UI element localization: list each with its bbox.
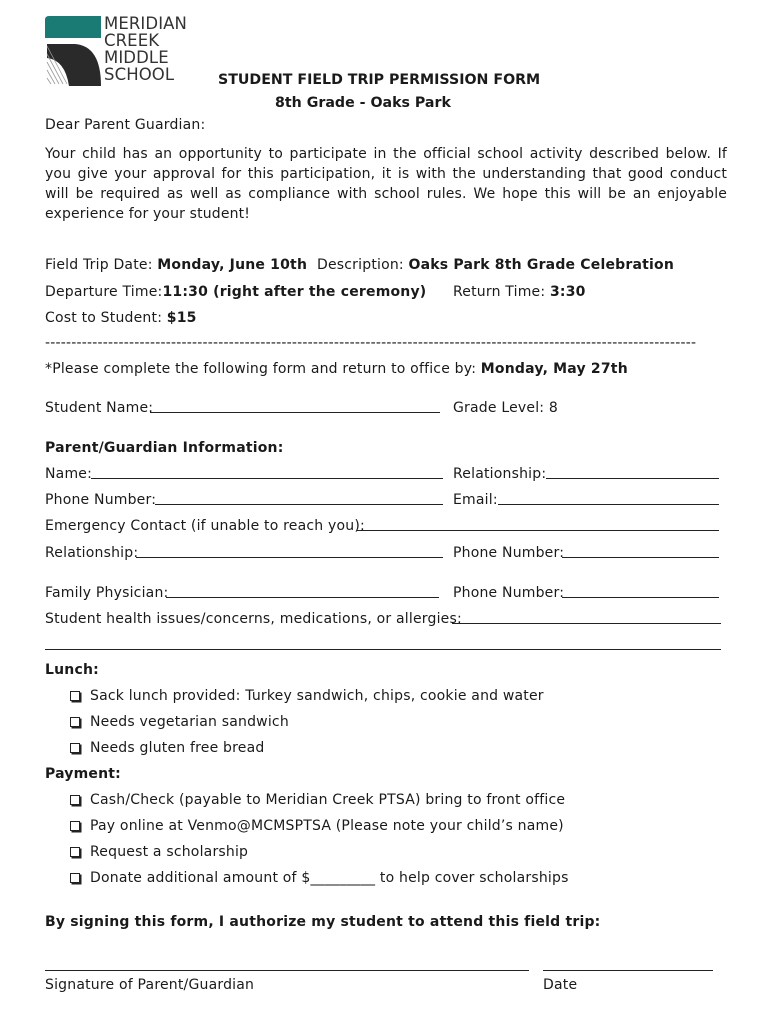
letter-body: Your child has an opportunity to participate in the official school activity described below. If you give your approval for this participation, it is with the understanding that good conduct will be required as well as compliance with school rules. We hope this will be an enjoyable experience for your student!	[45, 146, 727, 222]
relationship-field[interactable]	[546, 478, 719, 479]
departure-label: Departure Time:	[45, 284, 163, 300]
guardian-name-field[interactable]	[91, 478, 443, 479]
return-notice-text: *Please complete the following form and return to office by:	[45, 361, 477, 377]
signature-label: Signature of Parent/Guardian	[45, 977, 255, 993]
email-label: Email:	[453, 492, 498, 508]
logo-line: MERIDIAN	[104, 14, 187, 33]
email-field[interactable]	[498, 504, 719, 505]
return-row	[453, 285, 586, 299]
form-title: STUDENT FIELD TRIP PERMISSION FORM	[218, 72, 541, 88]
logo-line: CREEK	[104, 31, 160, 50]
student-name-label: Student Name:	[45, 400, 154, 416]
emergency-phone-label: Phone Number:	[453, 545, 565, 561]
health-label: Student health issues/concerns, medications, or allergies:	[45, 611, 462, 627]
description-value: Oaks Park 8th Grade Celebration	[408, 257, 675, 273]
cost-row	[45, 311, 197, 325]
school-logo-icon	[45, 16, 101, 86]
physician-phone-field[interactable]	[562, 597, 719, 598]
logo-line: SCHOOL	[104, 65, 175, 84]
payment-donate-checkbox[interactable]	[70, 873, 80, 883]
lunch-option-label: Needs vegetarian sandwich	[90, 714, 289, 730]
guardian-heading: Parent/Guardian Information:	[45, 440, 284, 456]
return-notice	[45, 362, 628, 376]
lunch-vegetarian-checkbox[interactable]	[70, 717, 80, 727]
cost-label: Cost to Student:	[45, 310, 163, 326]
physician-label: Family Physician:	[45, 585, 169, 601]
emergency-contact-label: Emergency Contact (if unable to reach you):	[45, 518, 365, 534]
health-field[interactable]	[452, 623, 721, 624]
emergency-phone-field[interactable]	[562, 557, 719, 558]
grade-level: Grade Level: 8	[453, 400, 558, 416]
payment-heading: Payment:	[45, 766, 121, 782]
payment-option-label: Donate additional amount of $_________ to help cover scholarships	[90, 870, 569, 886]
date-label: Date	[543, 977, 578, 993]
trip-date-row	[45, 258, 307, 272]
phone-field[interactable]	[155, 504, 443, 505]
description-label: Description:	[317, 257, 404, 273]
physician-field[interactable]	[166, 597, 439, 598]
trip-description-row	[317, 258, 674, 272]
logo-line: MIDDLE	[104, 48, 169, 67]
salutation: Dear Parent Guardian:	[45, 117, 206, 133]
payment-option-label: Request a scholarship	[90, 844, 249, 860]
departure-value: 11:30 (right after the ceremony)	[162, 284, 427, 300]
lunch-option-label: Sack lunch provided: Turkey sandwich, chips, cookie and water	[90, 688, 544, 704]
form-subtitle: 8th Grade - Oaks Park	[275, 95, 451, 111]
payment-option-label: Pay online at Venmo@MCMSPTSA (Please note your child’s name)	[90, 818, 564, 834]
guardian-name-label: Name:	[45, 466, 93, 482]
trip-date-label: Field Trip Date:	[45, 257, 153, 273]
cost-value: $15	[166, 310, 197, 326]
relationship-label: Relationship:	[453, 466, 547, 482]
lunch-option-label: Needs gluten free bread	[90, 740, 265, 756]
emergency-contact-field[interactable]	[357, 530, 719, 531]
physician-phone-label: Phone Number:	[453, 585, 565, 601]
authorization-statement: By signing this form, I authorize my student to attend this field trip:	[45, 914, 601, 930]
dashed-divider: ----------------------------------------------------------------------------------------------------------------------------	[45, 336, 697, 350]
date-field[interactable]	[543, 970, 713, 971]
departure-row	[45, 285, 426, 299]
payment-venmo-checkbox[interactable]	[70, 821, 80, 831]
school-logo-text	[104, 15, 187, 83]
emergency-relationship-label: Relationship:	[45, 545, 139, 561]
payment-scholarship-checkbox[interactable]	[70, 847, 80, 857]
return-label: Return Time:	[453, 284, 546, 300]
signature-field[interactable]	[45, 970, 529, 971]
phone-label: Phone Number:	[45, 492, 157, 508]
return-deadline: Monday, May 27th	[480, 361, 628, 377]
return-value: 3:30	[549, 284, 586, 300]
health-field-line-2[interactable]	[45, 649, 721, 650]
trip-date-value: Monday, June 10th	[157, 257, 308, 273]
lunch-heading: Lunch:	[45, 662, 99, 678]
lunch-gluten-free-checkbox[interactable]	[70, 743, 80, 753]
emergency-relationship-field[interactable]	[136, 557, 443, 558]
payment-option-label: Cash/Check (payable to Meridian Creek PTSA) bring to front office	[90, 792, 566, 808]
student-name-field[interactable]	[150, 412, 440, 413]
payment-cash-checkbox[interactable]	[70, 795, 80, 805]
lunch-sack-checkbox[interactable]	[70, 691, 80, 701]
